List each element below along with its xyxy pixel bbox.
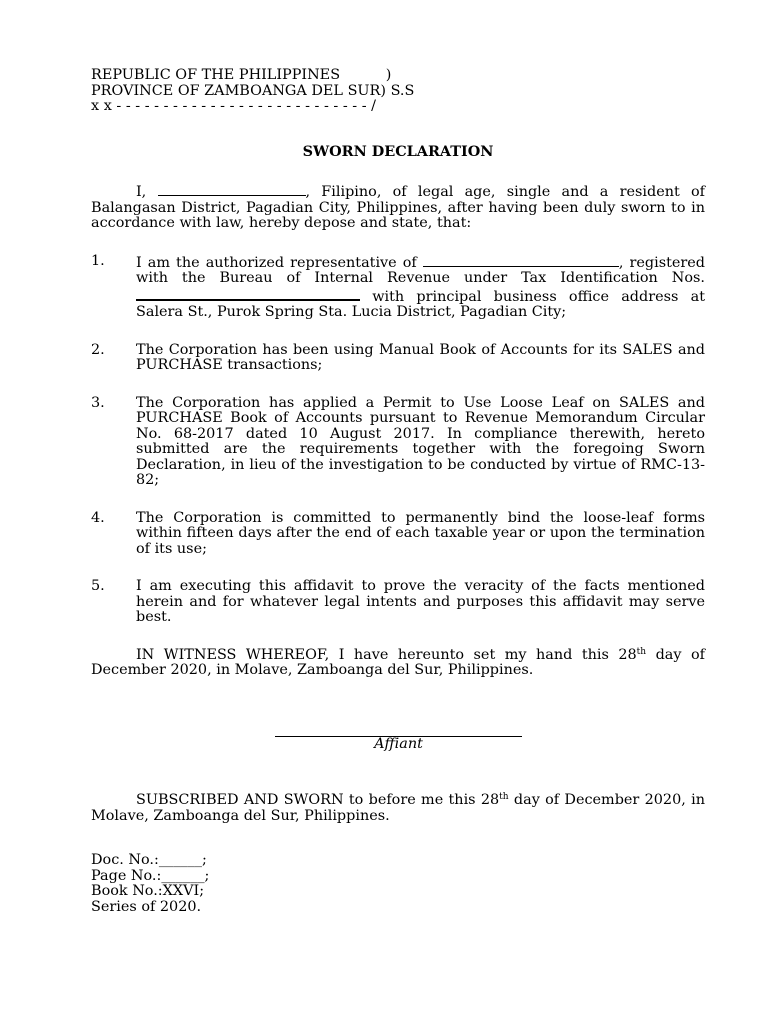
caption (91, 68, 705, 115)
jurat-text-b: day of December 2020, in Molave, Zamboanga del Sur, Philippines. (91, 792, 705, 824)
list-item-number: 5. (91, 578, 105, 594)
list-item-text (136, 254, 705, 321)
list-item-number: 2. (91, 341, 105, 358)
series: Series of 2020. (91, 898, 202, 915)
corporation-name-blank[interactable] (423, 254, 619, 267)
intro-text-start: I, (136, 184, 158, 200)
caption-republic: REPUBLIC OF THE PHILIPPINES ) (91, 67, 392, 83)
item1-text-c: with principal business office address at Salera St., Purok Spring Sta. Lucia District, Pagadian City; (136, 288, 705, 320)
declarant-name-blank[interactable] (158, 183, 306, 196)
jurat-text-a: SUBSCRIBED AND SWORN to before me this 28 (136, 792, 500, 808)
list-item-number: 4. (91, 509, 105, 526)
document-page (91, 68, 705, 915)
affiant-label: Affiant (374, 735, 423, 752)
witness-paragraph (91, 648, 705, 679)
list-item (91, 579, 705, 626)
document-title: SWORN DECLARATION (302, 142, 494, 160)
item1-text-b: , registered with the Bureau of Internal Revenue under Tax Identification Nos. (136, 254, 705, 286)
list-item-number: 3. (91, 394, 105, 411)
list-item-text: The Corporation has applied a Permit to Use Loose Leaf on SALES and PURCHASE Book of Accounts pursuant to Revenue Memorandum Circular No. 68-2017 dated 10 August 2017. In compliance therewith, hereto submitted are the requirements together with the foregoing Sworn Declaration, in lieu of the investigation to be conducted by virtue of RMC-13-82; (136, 394, 705, 488)
tin-blank[interactable] (136, 287, 360, 301)
list-item-text: The Corporation is committed to permanently bind the loose-leaf forms within fifteen days after the end of each taxable year or upon the termination of its use; (136, 509, 705, 557)
notarial-register (91, 853, 705, 915)
list-item (91, 511, 705, 558)
intro-paragraph (91, 183, 705, 232)
jurat-paragraph (91, 793, 705, 824)
list-item (91, 396, 705, 489)
caption-province: PROVINCE OF ZAMBOANGA DEL SUR) S.S (91, 82, 415, 99)
list-item (91, 343, 705, 374)
list-item-text: The Corporation has been using Manual Book of Accounts for its SALES and PURCHASE transactions; (136, 341, 705, 373)
list-item (91, 254, 705, 321)
page-no: Page No.:______; (91, 867, 210, 884)
jurat-day-suffix: th (499, 792, 509, 802)
list-item-number: 1. (91, 252, 105, 269)
item1-text-a: I am the authorized representative of (136, 254, 423, 271)
witness-day-suffix: th (636, 646, 647, 657)
caption-separator: x x - - - - - - - - - - - - - - - - - - - - - - - - - - - / (91, 98, 377, 114)
doc-no: Doc. No.:______; (91, 852, 207, 868)
witness-text-a: IN WITNESS WHEREOF, I have hereunto set my hand this 28 (136, 646, 637, 663)
book-no: Book No.:XXVI; (91, 883, 205, 899)
intro-text-rest: , Filipino, of legal age, single and a resident of Balangasan District, Pagadian City, Philippines, after having been duly sworn to in accordance with law, hereby depose and state, that: (91, 184, 705, 231)
list-item-text: I am executing this affidavit to prove the veracity of the facts mentioned herein and for whatever legal intents and purposes this affidavit may serve best. (136, 578, 705, 625)
witness-text-b: day of December 2020, in Molave, Zamboanga del Sur, Philippines. (91, 646, 706, 678)
